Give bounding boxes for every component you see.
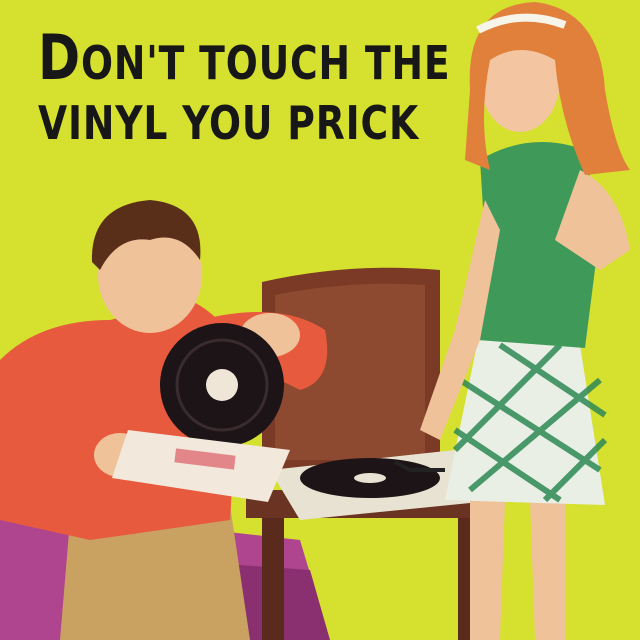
woman-leg bbox=[530, 500, 565, 640]
held-record-label bbox=[206, 369, 238, 401]
side-table-leg bbox=[262, 518, 284, 640]
caption-line-1 bbox=[38, 21, 451, 94]
platter-label bbox=[354, 473, 386, 483]
caption bbox=[38, 21, 451, 153]
caption-line-2: VINYL YOU PRICK bbox=[38, 96, 420, 150]
caption-initial: D bbox=[38, 21, 82, 94]
woman-leg bbox=[470, 500, 505, 640]
caption-line-1-text: ON'T TOUCH THE bbox=[81, 36, 451, 90]
